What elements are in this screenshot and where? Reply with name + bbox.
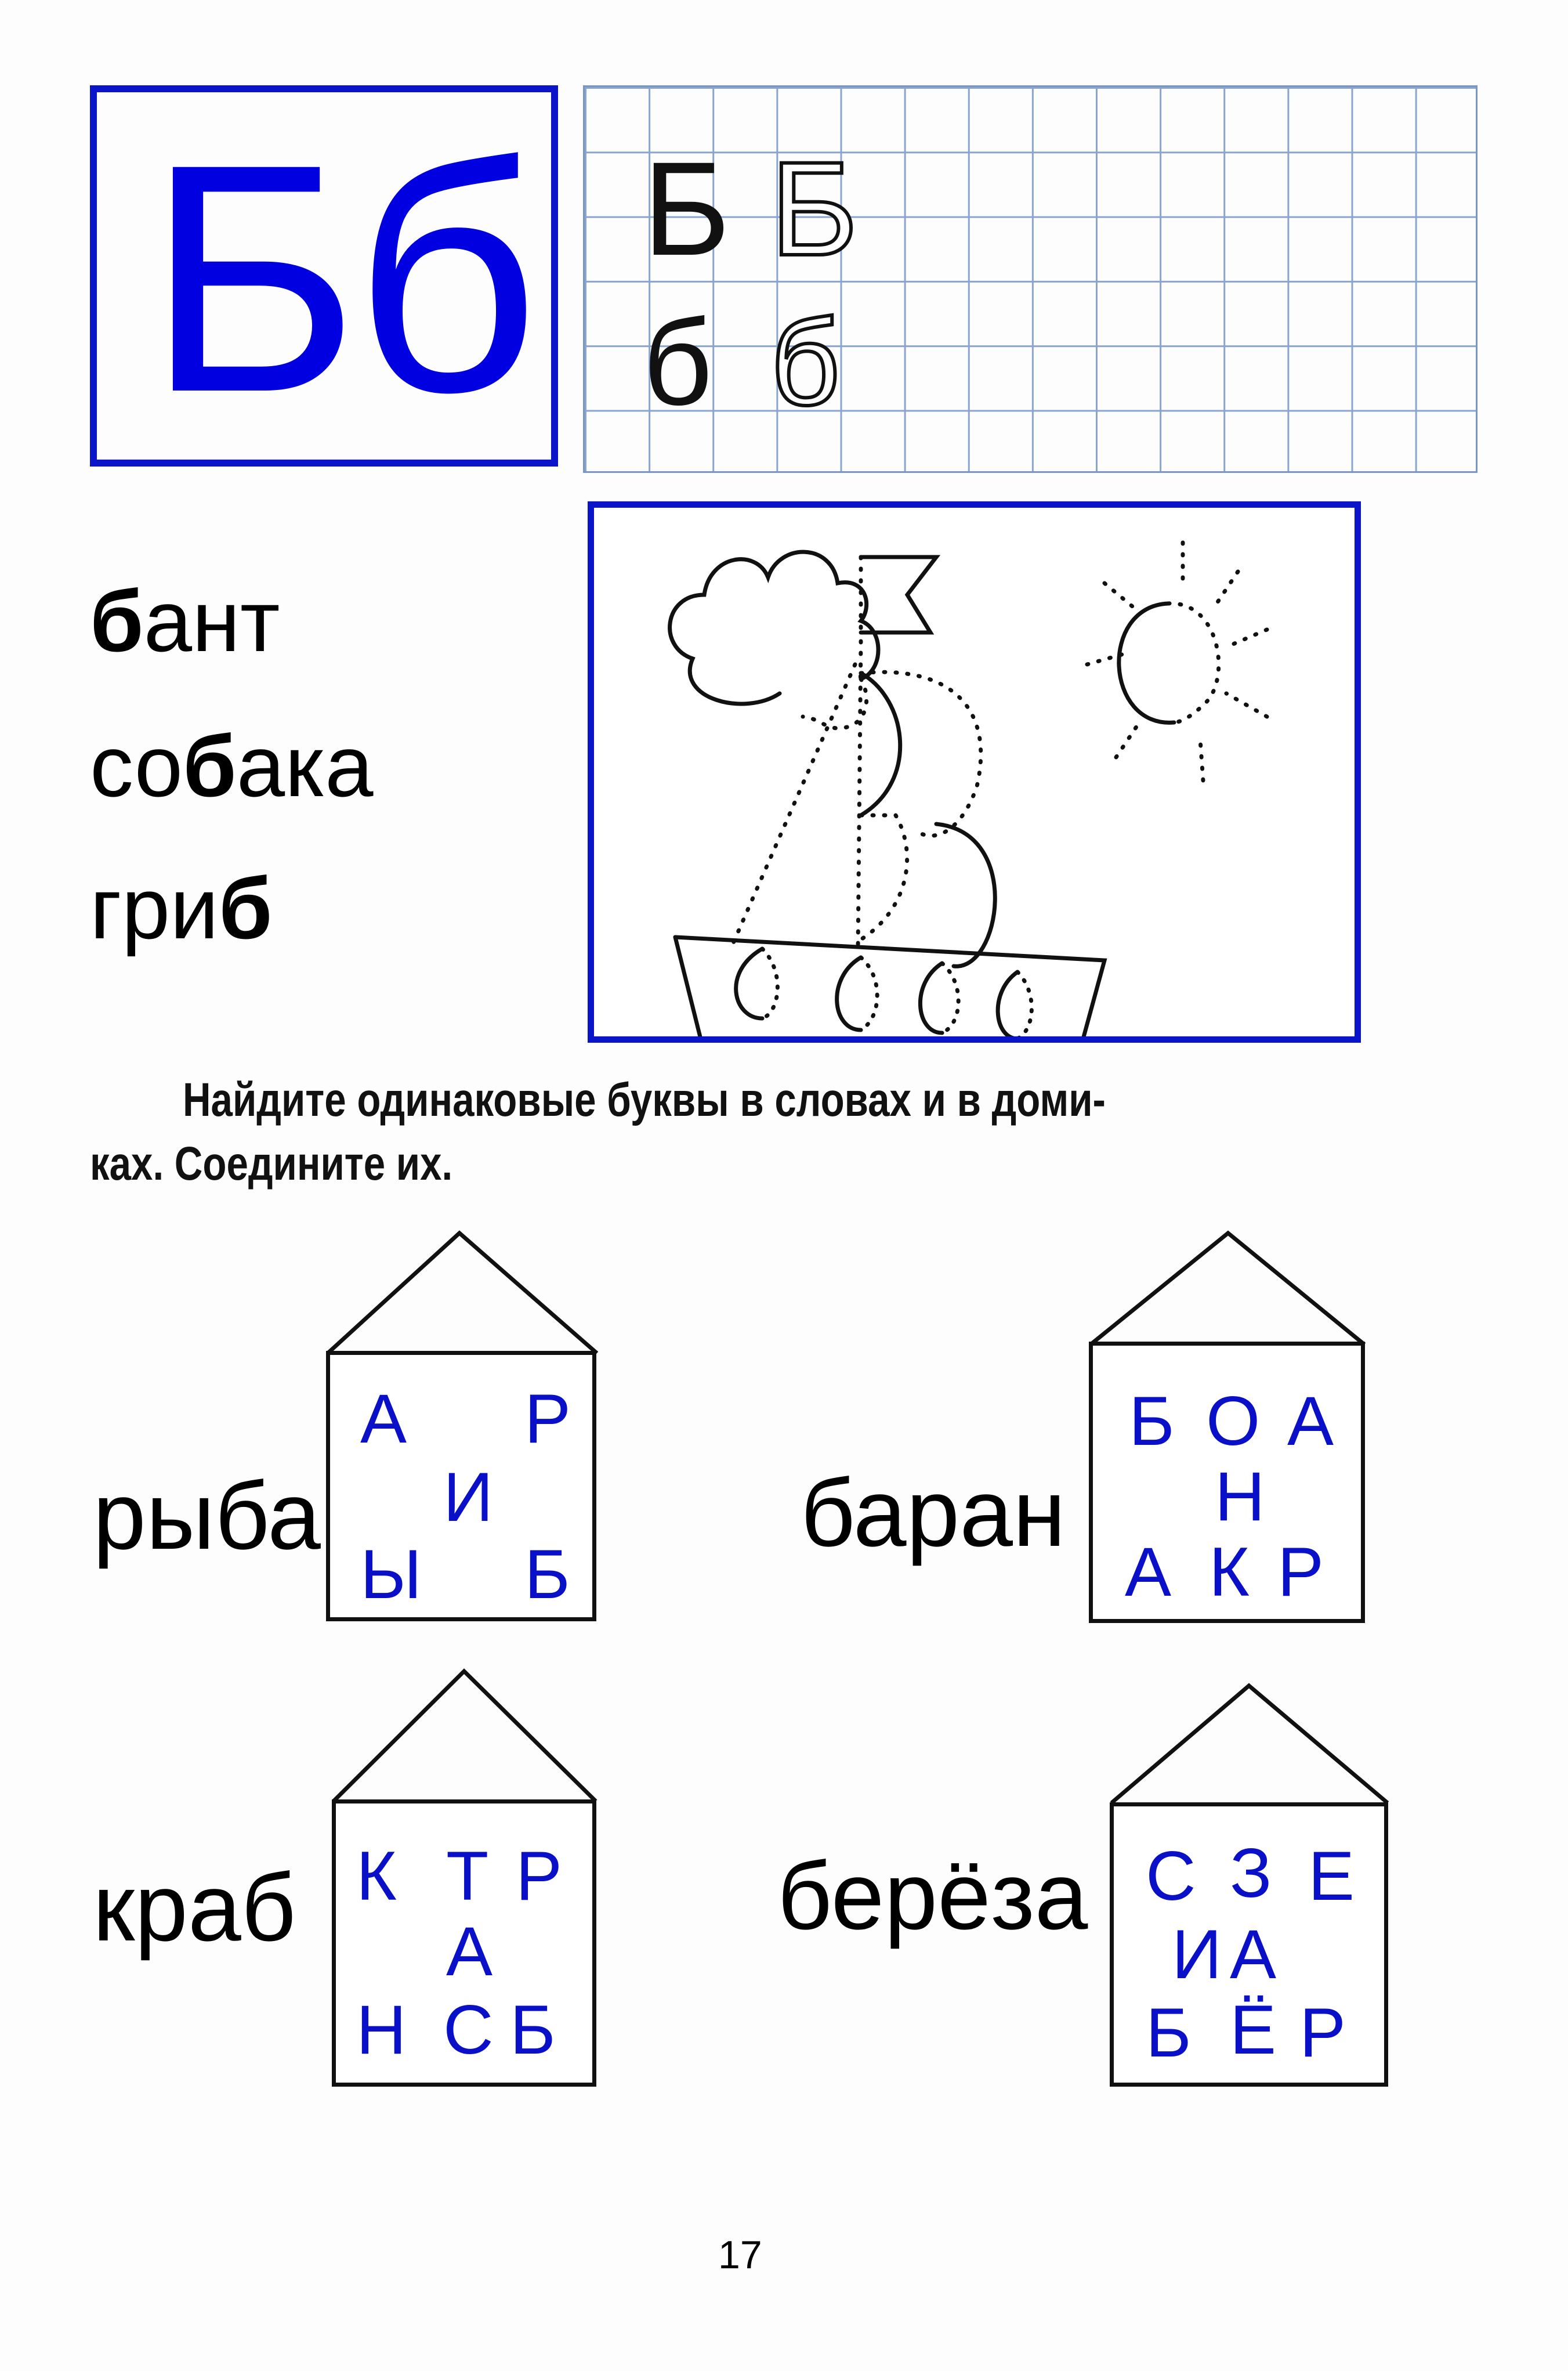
house-letter[interactable]: И — [1172, 1915, 1222, 1993]
house-letter[interactable]: Р — [516, 1837, 563, 1915]
house-letter[interactable]: А — [446, 1913, 493, 1990]
highlight-letter: б — [183, 717, 237, 815]
house-letter[interactable]: А — [1230, 1915, 1277, 1993]
boat-tracing-picture[interactable] — [588, 501, 1361, 1043]
house-roof-icon — [326, 1230, 599, 1355]
house-letter[interactable]: Ы — [360, 1535, 422, 1613]
house-letter[interactable]: К — [356, 1837, 397, 1915]
house-letter[interactable]: А — [1125, 1533, 1172, 1611]
house-letter[interactable]: Н — [356, 1991, 407, 2069]
trace-uppercase[interactable]: Б — [770, 134, 858, 283]
house-letter[interactable]: Р — [1277, 1533, 1324, 1611]
house-letter[interactable]: Б — [1129, 1382, 1175, 1460]
house-letter[interactable]: А — [1287, 1382, 1334, 1460]
house-letter[interactable]: Б — [1146, 1994, 1192, 2072]
house-letter[interactable]: С — [1146, 1837, 1196, 1915]
word-bant: бант — [90, 572, 280, 670]
house-letter[interactable]: О — [1206, 1382, 1261, 1460]
house-letter[interactable]: К — [1209, 1533, 1250, 1611]
house-letter[interactable]: С — [443, 1991, 494, 2069]
big-letter-bb: Бб — [146, 96, 534, 460]
house-letter[interactable]: Р — [524, 1380, 571, 1458]
house-letter[interactable]: Е — [1308, 1837, 1355, 1915]
house-word-ryba[interactable]: рыба — [93, 1462, 321, 1569]
house-roof-icon — [1089, 1230, 1366, 1346]
sample-lowercase: б — [643, 294, 713, 431]
house-word-krab[interactable]: краб — [93, 1854, 296, 1961]
house-letter[interactable]: Б — [524, 1535, 570, 1613]
house-word-bereza[interactable]: берёза — [777, 1842, 1088, 1949]
word-grib: гриб — [90, 859, 273, 957]
house-letter[interactable]: Р — [1299, 1994, 1346, 2072]
boat-illustration-icon — [594, 508, 1355, 1036]
highlight-letter: б — [90, 572, 144, 670]
letter-card — [90, 85, 558, 467]
trace-lowercase[interactable]: б — [770, 294, 841, 431]
sample-uppercase: Б — [643, 134, 730, 283]
page-number: 17 — [718, 2233, 762, 2277]
writing-practice-grid — [583, 85, 1478, 473]
house-letter[interactable]: И — [443, 1458, 494, 1536]
house-letter[interactable]: А — [360, 1380, 407, 1458]
instruction-line-2: ках. Соедините их. — [90, 1137, 453, 1190]
house-letter[interactable]: Б — [510, 1991, 556, 2069]
house-letter[interactable]: З — [1230, 1834, 1272, 1912]
house-word-baran[interactable]: баран — [801, 1459, 1066, 1566]
house-letter[interactable]: Т — [446, 1837, 489, 1915]
instruction-line-1: Найдите одинаковые буквы в словах и в доми- — [183, 1074, 1106, 1126]
house-roof-icon — [1110, 1683, 1389, 1805]
house-letter[interactable]: Н — [1215, 1458, 1265, 1535]
word-sobaka: собака — [90, 717, 374, 815]
house-roof-icon — [332, 1668, 597, 1803]
house-letter[interactable]: Ё — [1230, 1991, 1277, 2069]
highlight-letter: б — [218, 859, 273, 957]
